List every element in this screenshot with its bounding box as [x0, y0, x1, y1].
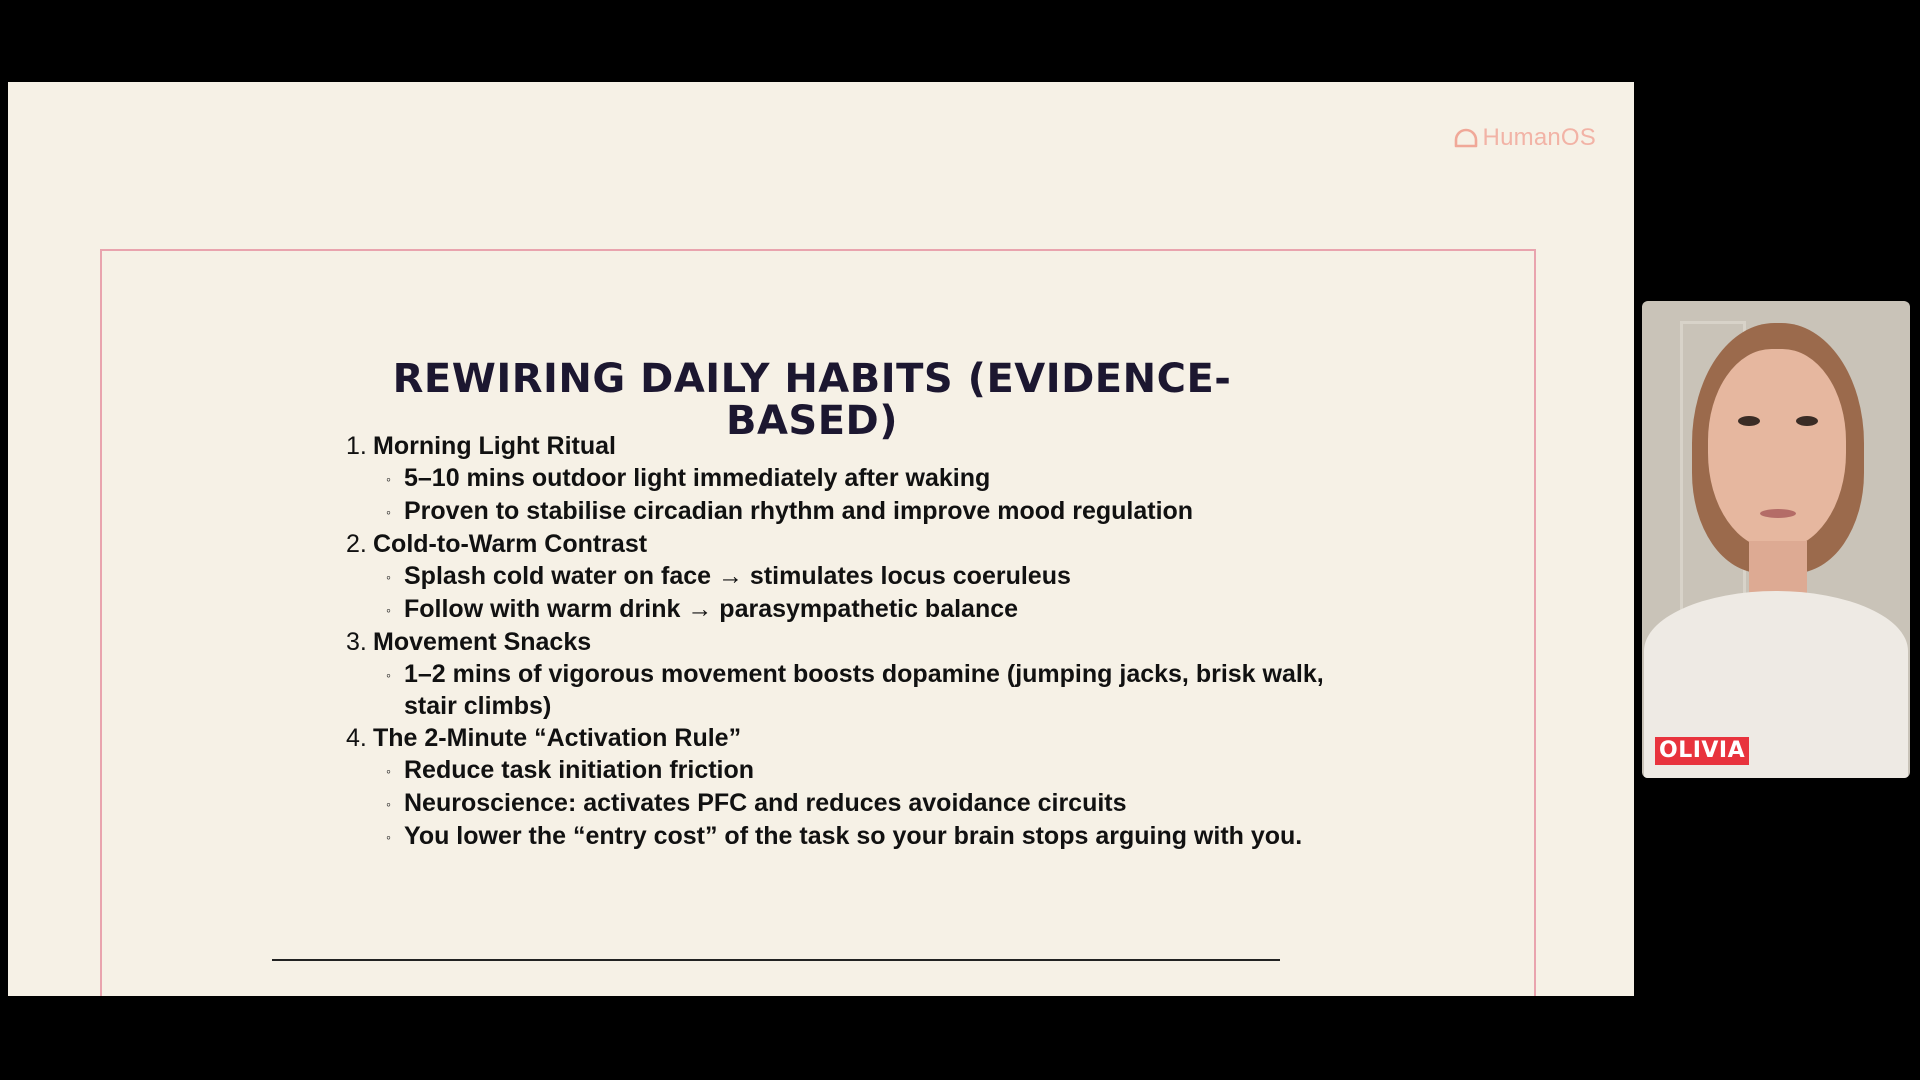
bullet-icon: ◦ [386, 471, 391, 487]
brand-logo [1453, 124, 1596, 152]
item-number: 4. [346, 724, 367, 752]
item-number: 2. [346, 530, 367, 558]
logo-text: HumanOS [1482, 124, 1596, 151]
bullet-icon: ◦ [386, 829, 391, 845]
speaker-right-eye [1796, 416, 1818, 426]
sub-list [346, 658, 1366, 722]
sub-list [346, 754, 1366, 853]
sub-item: ◦ Splash cold water on face → stimulates locus coeruleus [386, 560, 1366, 593]
list-item [346, 722, 1366, 853]
item-heading: Cold-to-Warm Contrast [373, 530, 648, 558]
slide-title: REWIRING DAILY HABITS (EVIDENCE-BASED) [392, 356, 1232, 444]
bullet-icon: ◦ [386, 796, 391, 812]
speaker-mouth [1760, 509, 1796, 518]
bullet-icon: ◦ [386, 569, 391, 585]
list-item [346, 626, 1366, 722]
sub-item: ◦ You lower the “entry cost” of the task so your brain stops arguing with you. [386, 820, 1366, 853]
speaker-face [1708, 349, 1846, 549]
sub-item: ◦ Follow with warm drink → parasympathetic balance [386, 593, 1366, 626]
item-heading: Movement Snacks [373, 628, 592, 656]
bullet-icon: ◦ [386, 602, 391, 618]
sub-item: ◦ Neuroscience: activates PFC and reduces avoidance circuits [386, 787, 1366, 820]
sub-item: ◦ 1–2 mins of vigorous movement boosts dopamine (jumping jacks, brisk walk, stair climbs) [386, 660, 1324, 720]
sub-list [346, 560, 1366, 626]
bullet-icon: ◦ [386, 504, 391, 520]
presentation-slide [8, 82, 1634, 996]
content-frame [100, 249, 1536, 996]
item-number: 1. [346, 432, 367, 460]
speaker-video-tile[interactable] [1642, 301, 1910, 778]
speaker-left-eye [1738, 416, 1760, 426]
bullet-icon: ◦ [386, 667, 391, 683]
item-number: 3. [346, 628, 367, 656]
speaker-name-tag: OLIVIA [1655, 737, 1749, 765]
dome-logo-icon [1453, 128, 1479, 148]
sub-list [346, 462, 1366, 528]
bullet-icon: ◦ [386, 763, 391, 779]
item-heading: Morning Light Ritual [373, 432, 617, 460]
habit-list [346, 430, 1366, 853]
sub-item: ◦ 5–10 mins outdoor light immediately after waking [386, 462, 1366, 495]
sub-item: ◦ Reduce task initiation friction [386, 754, 1366, 787]
list-item [346, 528, 1366, 626]
sub-item: ◦ Proven to stabilise circadian rhythm and improve mood regulation [386, 495, 1366, 528]
item-heading: The 2-Minute “Activation Rule” [373, 724, 742, 752]
horizontal-divider [272, 959, 1280, 961]
list-item [346, 430, 1366, 528]
